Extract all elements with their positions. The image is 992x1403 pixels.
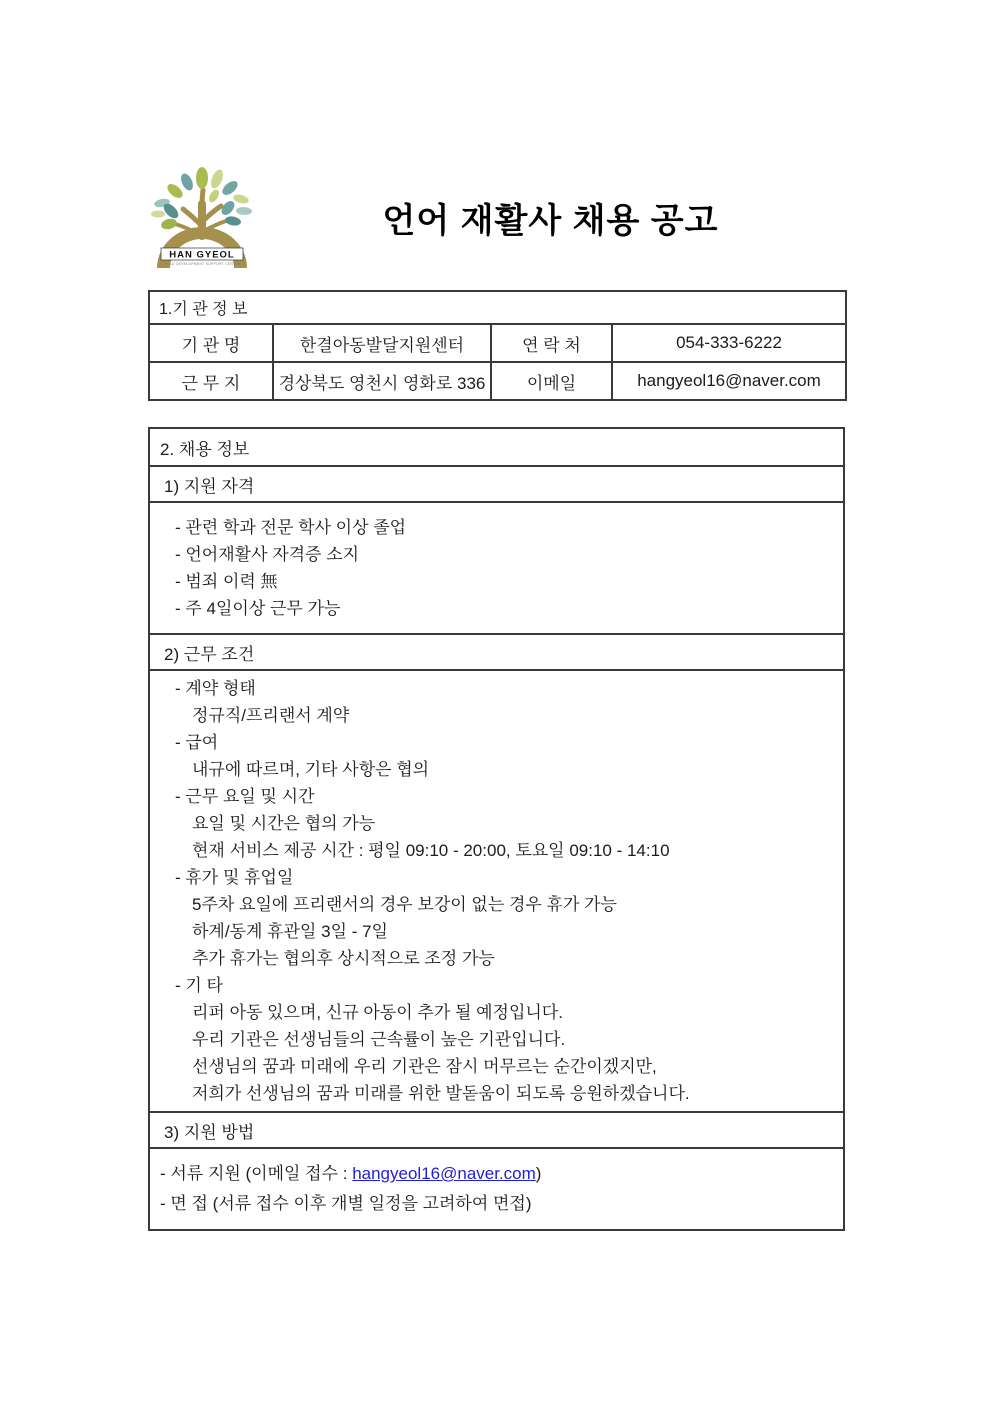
table-row <box>149 362 846 400</box>
contact-value: 054-333-6222 <box>612 324 846 362</box>
table-row <box>149 428 844 466</box>
tree-logo-icon <box>148 164 256 271</box>
email-link[interactable]: hangyeol16@naver.com <box>352 1164 536 1183</box>
section-title: 2) 근무 조건 <box>149 634 844 670</box>
recruit-info-table <box>148 427 845 1231</box>
contact-label: 연 락 처 <box>491 324 612 362</box>
content-line: 선생님의 꿈과 미래에 우리 기관은 잠시 머무르는 순간이겠지만, <box>192 1057 657 1076</box>
table-row <box>149 466 844 502</box>
section-content <box>149 502 844 634</box>
content-line: 우리 기관은 선생님들의 근속률이 높은 기관입니다. <box>192 1030 566 1049</box>
content-line: - 언어재활사 자격증 소지 <box>175 545 360 564</box>
page-title: 언어 재활사 채용 공고 <box>382 202 719 240</box>
hangyeol-logo <box>148 164 256 271</box>
org-info-table <box>148 290 847 401</box>
content-line: 정규직/프리랜서 계약 <box>192 706 350 725</box>
workplace-label: 근 무 지 <box>149 362 273 400</box>
content-line: 현재 서비스 제공 시간 : 평일 09:10 - 20:00, 토요일 09:10 - 14:10 <box>192 841 670 860</box>
document-header <box>0 0 992 272</box>
table-row <box>149 1148 844 1230</box>
email-label: 이메일 <box>491 362 612 400</box>
section-title: 1) 지원 자격 <box>149 466 844 502</box>
table-row <box>149 502 844 634</box>
content-line: 추가 휴가는 협의후 상시적으로 조정 가능 <box>192 949 495 968</box>
table-row <box>149 291 846 324</box>
content-line: - 관련 학과 전문 학사 이상 졸업 <box>175 518 407 537</box>
content-line: 하계/동계 휴관일 3일 - 7일 <box>192 922 388 941</box>
table-row <box>149 634 844 670</box>
content-line: - 서류 지원 (이메일 접수 : hangyeol16@naver.com) <box>160 1164 542 1183</box>
section-content <box>149 670 844 1112</box>
content-line: - 범죄 이력 無 <box>175 572 278 591</box>
content-line: 요일 및 시간은 협의 가능 <box>192 814 376 833</box>
org-table-title: 1.기 관 정 보 <box>149 291 846 324</box>
content-line: - 주 4일이상 근무 가능 <box>175 599 341 618</box>
logo-subtext: CHILD DEVELOPMENT SUPPORT CENTER <box>163 262 241 266</box>
logo-name-text: HAN GYEOL <box>169 249 235 261</box>
content-line: 리퍼 아동 있으며, 신규 아동이 추가 될 예정입니다. <box>192 1003 563 1022</box>
table-row <box>149 324 846 362</box>
content-line: 5주차 요일에 프리랜서의 경우 보강이 없는 경우 휴가 가능 <box>192 895 617 914</box>
email-value: hangyeol16@naver.com <box>612 362 846 400</box>
content-line: - 근무 요일 및 시간 <box>175 787 315 806</box>
content-line: 내규에 따르며, 기타 사항은 협의 <box>192 760 430 779</box>
table-row <box>149 670 844 1112</box>
recruit-table-title: 2. 채용 정보 <box>149 428 844 466</box>
section-content <box>149 1148 844 1230</box>
content-line: - 계약 형태 <box>175 679 256 698</box>
table-row <box>149 1112 844 1148</box>
org-name-value: 한결아동발달지원센터 <box>273 324 491 362</box>
content-line: - 면 접 (서류 접수 이후 개별 일정을 고려하여 면접) <box>160 1194 532 1213</box>
org-name-label: 기 관 명 <box>149 324 273 362</box>
title-area <box>256 193 845 242</box>
content-line: - 기 타 <box>175 976 223 995</box>
content-line: - 휴가 및 휴업일 <box>175 868 294 887</box>
content-line: 저희가 선생님의 꿈과 미래를 위한 발돋움이 되도록 응원하겠습니다. <box>192 1084 690 1103</box>
workplace-value: 경상북도 영천시 영화로 336 <box>273 362 491 400</box>
section-title: 3) 지원 방법 <box>149 1112 844 1148</box>
content-line: - 급여 <box>175 733 219 752</box>
